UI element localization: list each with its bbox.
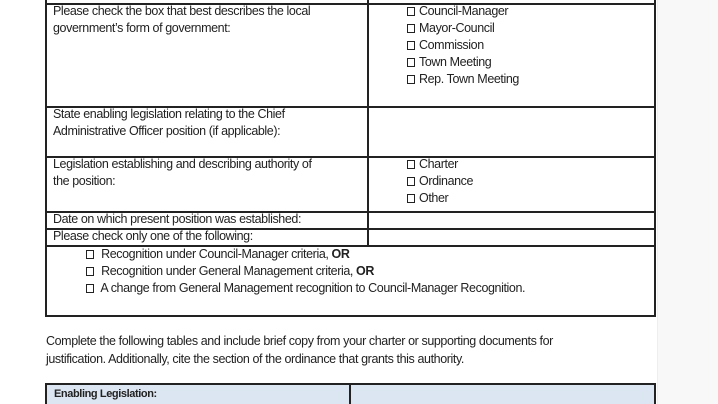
checkbox-icon[interactable] [86, 284, 94, 293]
checkbox-icon[interactable] [407, 7, 415, 16]
checkbox-icon[interactable] [407, 24, 415, 33]
checkbox-icon[interactable] [407, 75, 415, 84]
option-ordinance[interactable]: Ordinance [407, 173, 473, 190]
checkbox-icon[interactable] [86, 250, 94, 259]
option-charter[interactable]: Charter [407, 156, 473, 173]
checkbox-icon[interactable] [86, 267, 94, 276]
check-one-label: Please check only one of the following: [53, 229, 253, 243]
form-of-government-label: Please check the box that best describes the local government’s form of government: [53, 4, 311, 35]
checkbox-icon[interactable] [407, 194, 415, 203]
instructions-paragraph: Complete the following tables and include brief copy from your charter or supporting documents for justification. Additionally, cite the section of the ordinance that grants this authority. [46, 334, 553, 366]
state-enabling-label: State enabling legislation relating to the Chief Administrative Officer position (if applicable): [53, 107, 285, 138]
option-change-recognition[interactable]: A change from General Management recognition to Council-Manager Recognition. [86, 280, 525, 297]
form-of-government-options [407, 3, 519, 88]
option-rep-town-meeting[interactable]: Rep. Town Meeting [407, 71, 519, 88]
checkbox-icon[interactable] [407, 58, 415, 67]
option-council-manager[interactable]: Council-Manager [407, 3, 519, 20]
checkbox-icon[interactable] [407, 160, 415, 169]
option-town-meeting[interactable]: Town Meeting [407, 54, 519, 71]
state-enabling-field[interactable] [370, 109, 652, 155]
legislation-authority-options [407, 156, 473, 207]
option-general-management-recognition[interactable]: Recognition under General Management criteria, OR [86, 263, 525, 280]
legislation-authority-label: Legislation establishing and describing authority of the position: [53, 157, 312, 188]
date-established-field[interactable] [370, 213, 652, 228]
check-one-options [86, 246, 525, 297]
option-council-manager-recognition[interactable]: Recognition under Council-Manager criteria, OR [86, 246, 525, 263]
option-mayor-council[interactable]: Mayor-Council [407, 20, 519, 37]
option-commission[interactable]: Commission [407, 37, 519, 54]
page-margin [657, 0, 718, 404]
checkbox-icon[interactable] [407, 177, 415, 186]
enabling-legislation-header: Enabling Legislation: [54, 388, 157, 400]
option-other[interactable]: Other [407, 190, 473, 207]
checkbox-icon[interactable] [407, 41, 415, 50]
date-established-label: Date on which present position was established: [53, 212, 302, 226]
